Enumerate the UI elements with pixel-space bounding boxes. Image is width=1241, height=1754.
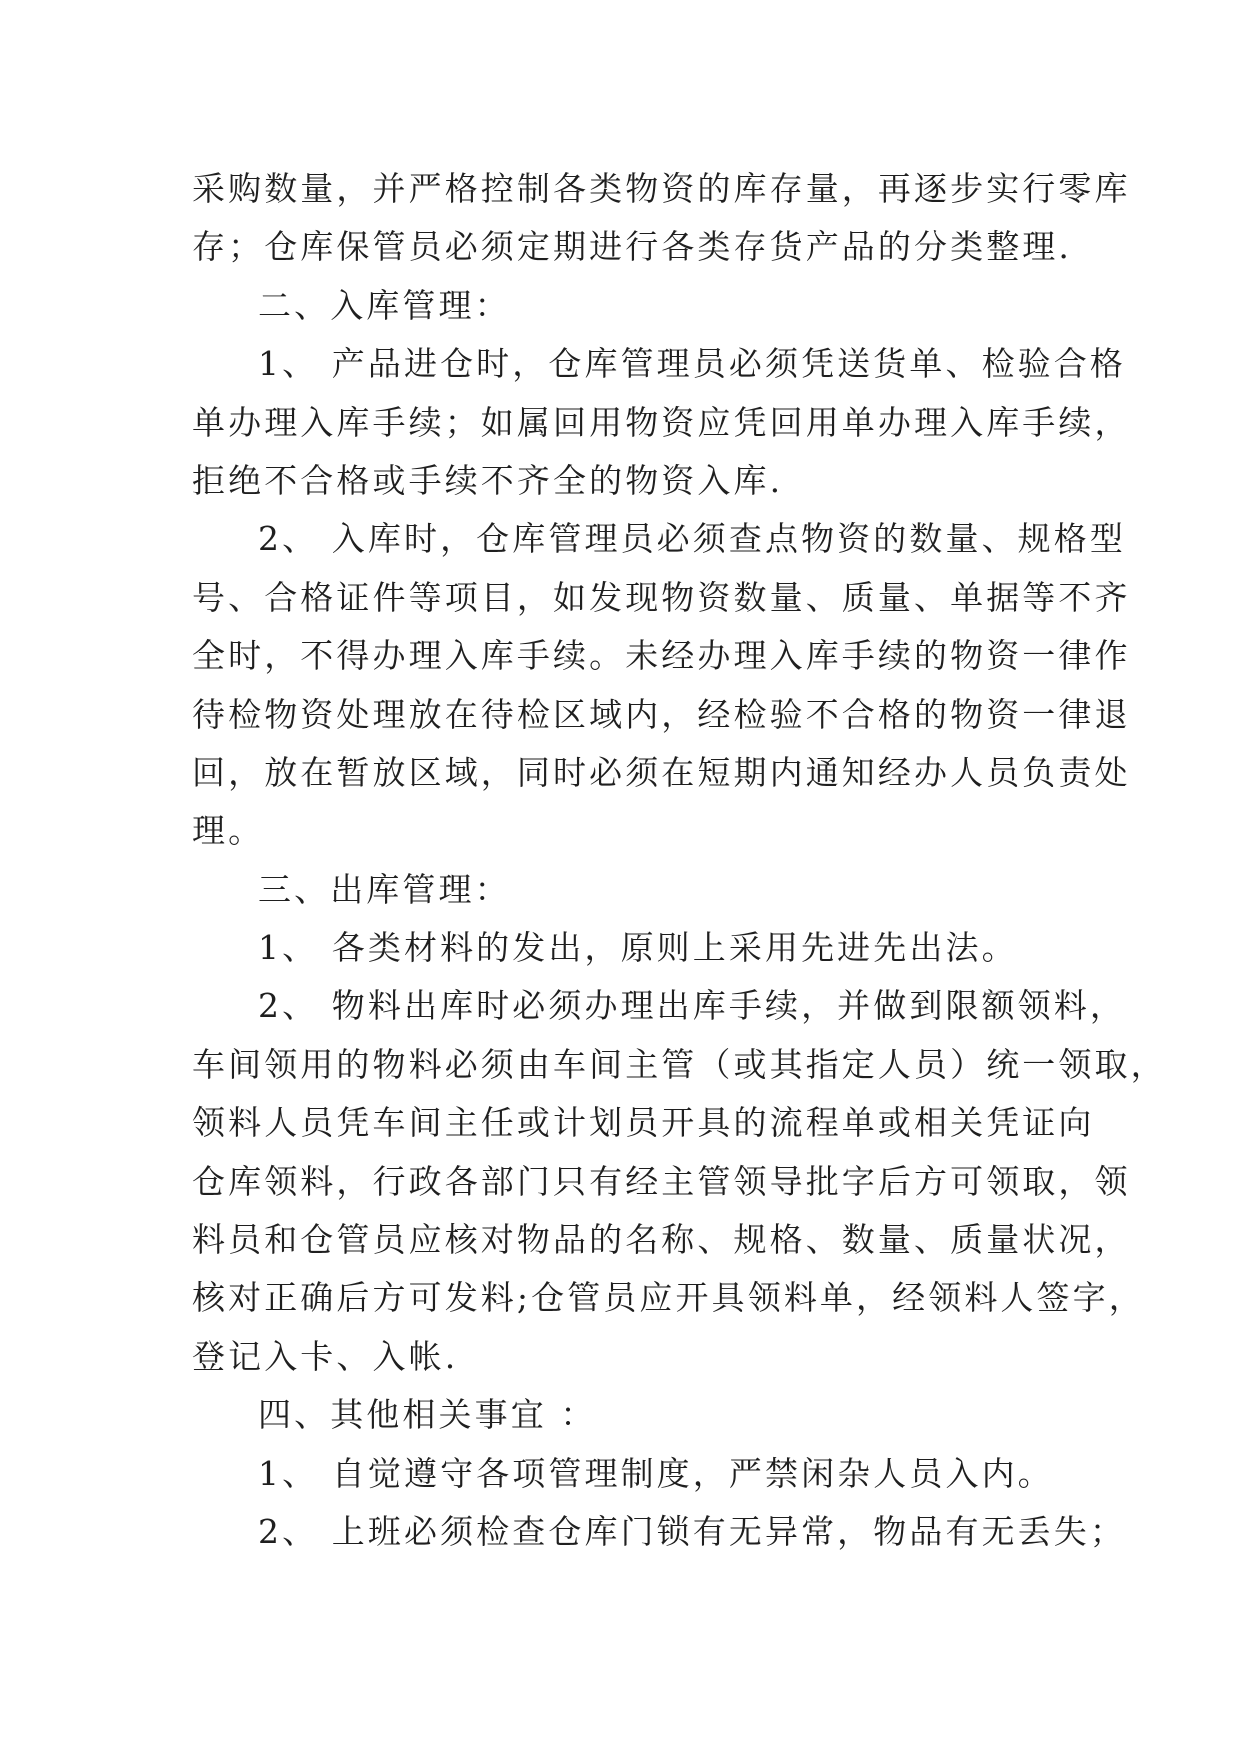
text-line: 2、 入库时，仓库管理员必须查点物资的数量、规格型 <box>258 519 1126 559</box>
text-line: 单办理入库手续；如属回用物资应凭回用单办理入库手续， <box>192 402 1131 442</box>
text-line: 登记入卡、入帐. <box>192 1336 459 1376</box>
text-line: 采购数量，并严格控制各类物资的库存量，再逐步实行零库 <box>192 169 1131 208</box>
text-line: 拒绝不合格或手续不齐全的物资入库. <box>192 460 784 500</box>
text-line: 车间领用的物料必须由车间主管（或其指定人员）统一领取， <box>192 1044 1167 1084</box>
text-line: 回，放在暂放区域，同时必须在短期内通知经办人员负责处 <box>192 752 1131 792</box>
text-line: 全时，不得办理入库手续。未经办理入库手续的物资一律作 <box>192 636 1131 676</box>
text-line: 2、 物料出库时必须办理出库手续，并做到限额领料， <box>258 986 1126 1026</box>
text-line: 1、 各类材料的发出，原则上采用先进先出法。 <box>258 928 1018 968</box>
text-line: 1、 产品进仓时，仓库管理员必须凭送货单、检验合格 <box>258 344 1126 384</box>
text-line: 仓库领料，行政各部门只有经主管领导批字后方可领取，领 <box>192 1161 1131 1201</box>
text-line: 核对正确后方可发料;仓管员应开具领料单，经领料人签字， <box>192 1278 1145 1318</box>
text-line: 号、合格证件等项目，如发现物资数量、质量、单据等不齐 <box>192 577 1131 617</box>
section-heading: 二、入库管理： <box>258 285 511 325</box>
text-line: 待检物资处理放在待检区域内，经检验不合格的物资一律退 <box>192 694 1131 734</box>
text-line: 料员和仓管员应核对物品的名称、规格、数量、质量状况， <box>192 1220 1131 1260</box>
section-heading: 四、其他相关事宜 ： <box>258 1395 597 1435</box>
text-line: 2、 上班必须检查仓库门锁有无异常，物品有无丢失； <box>258 1511 1126 1551</box>
text-line: 理。 <box>192 811 265 851</box>
text-line: 领料人员凭车间主任或计划员开具的流程单或相关凭证向 <box>192 1103 1095 1143</box>
document-body <box>192 160 1167 1561</box>
text-line: 1、 自觉遵守各项管理制度，严禁闲杂人员入内。 <box>258 1453 1054 1493</box>
text-line: 存；仓库保管员必须定期进行各类存货产品的分类整理. <box>192 227 1072 267</box>
section-heading: 三、出库管理： <box>258 869 511 909</box>
